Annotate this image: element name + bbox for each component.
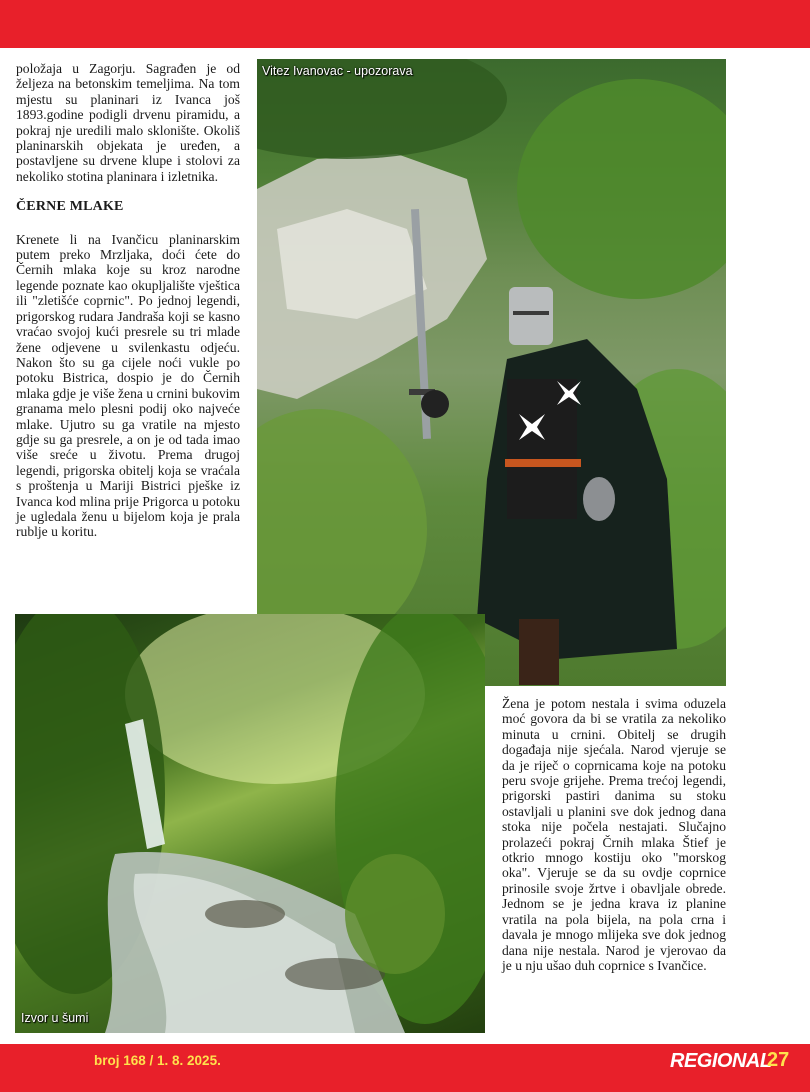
legend-paragraph: Krenete li na Ivančicu planinarskim putem preko Mrzljaka, doći ćete do Černih mlaka koje su kroz narodne legende poznate kao okupljalište vještica ili "zletišće coprnic". Po jednoj legendi, prigorskog rudara Jandraša koji se kasno vraćao svojoj kući presrele su tri mlade žene odjevene u svilenkastu odjeću. Nakon što su ga cijele noći vukle po potoku Bistrica, dospio je do Černih mlaka gdje je više žena u crnini bukovim granama melo plesni podij oko najveće mlake. Ujutro su ga vratile na mjesto gdje su ga presrele, a on je od tada imao više sreće u životu. Prema drugoj legendi, prigorska obitelj koja se vraćala s proštenja u Mariji Bistrici pješke iz Ivanca kod mlina prije Prigorca u potoku je ugledala ženu u bijelom koja je prala rublje u koritu.: [16, 231, 240, 540]
page-number: 27: [767, 1049, 790, 1071]
right-column: [502, 696, 726, 973]
left-column: [16, 61, 240, 540]
knight-photo: [257, 59, 726, 686]
forest-photo-caption: Izvor u šumi: [21, 1011, 89, 1025]
knight-illustration: [257, 59, 726, 686]
brand-logo: REGIONAL: [670, 1050, 772, 1072]
forest-photo: [15, 614, 485, 1033]
section-heading: ČERNE MLAKE: [16, 199, 124, 215]
continuation-paragraph: Žena je potom nestala i svima oduzela moć govora da bi se vratila za nekoliko minuta u crnini. Obitelj se drugih događaja nije sjećala. Narod vjeruje se da je riječ o coprnicama koje na potoku peru svoje grijehe. Prema trećoj legendi, prigorski pastiri danima su stoku ostavljali u planini sve dok jednog dana stoka nije počela nestajati. Slučajno prolazeći pokraj Črnih mlaka Štief je otkrio mnogo kostiju oko "morskog oka". Vjeruje se da su ovdje coprnice prinosile svoje žrtve i obavljale obrede. Jednom se je jedna krava iz planine vratila na pola bijela, na pola crna i davala je mnogo mlijeka sve dok jednog dana nije nestala. Narod je vjerovao da je u nju ušao duh coprnice s Ivančice.: [502, 696, 726, 973]
issue-info: broj 168 / 1. 8. 2025.: [94, 1053, 221, 1068]
forest-illustration: [15, 614, 485, 1033]
intro-paragraph: položaja u Zagorju. Sagrađen je od željeza na betonskim temeljima. Na tom mjestu su planinari iz Ivanca još 1893.godine podigli drvenu piramidu, a pokraj nje uredili malo sklonište. Okoliš planinarskih objekata je uređen, a postavljene su drvene klupe i stolovi za nekoliko stotina planinara i izletnika.: [16, 61, 240, 184]
top-red-bar: [0, 0, 810, 48]
knight-photo-caption: Vitez Ivanovac - upozorava: [262, 64, 413, 78]
